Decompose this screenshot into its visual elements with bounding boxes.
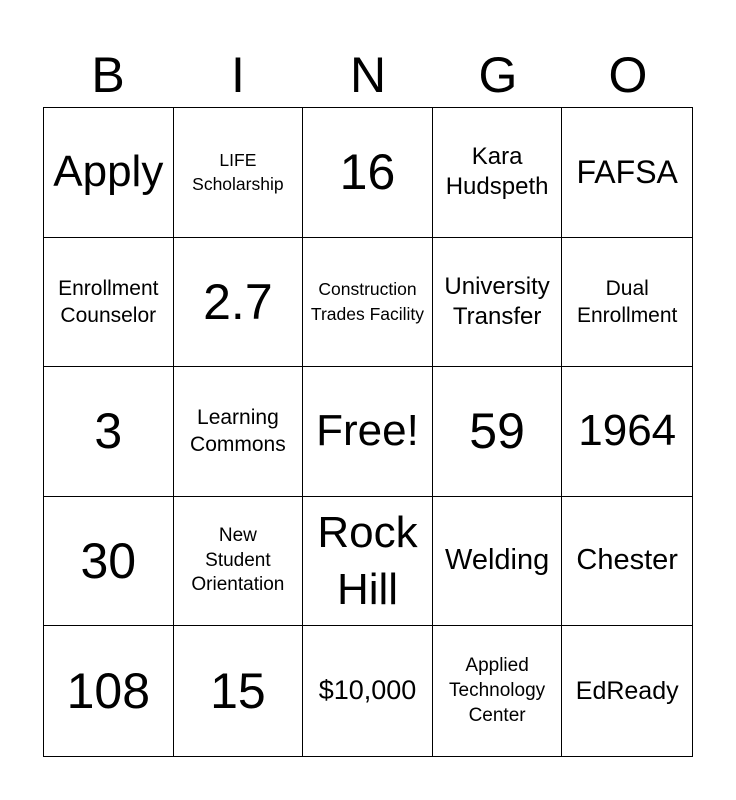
header-letter-o: O [608,47,648,103]
cell-text: Free! [316,406,419,456]
bingo-cell-b5[interactable] [44,626,174,756]
bingo-cell-b3[interactable] [44,367,174,497]
bingo-cell-n3[interactable] [303,367,433,497]
bingo-cell-i2[interactable] [174,238,304,368]
cell-text: Chester [576,544,678,577]
cell-text: 30 [80,532,137,589]
bingo-cell-g4[interactable] [433,497,563,627]
cell-text: Welding [444,544,550,577]
bingo-cell-n1[interactable] [303,108,433,238]
cell-text: 1964 [578,406,677,456]
bingo-cell-n4[interactable] [303,497,433,627]
cell-text: New Student Orientation [191,525,285,596]
cell-text: $10,000 [318,675,417,706]
cell-text: 3 [94,403,123,460]
bingo-cell-g5[interactable] [433,626,563,756]
bingo-cell-b4[interactable] [44,497,174,627]
cell-text: Kara Hudspeth [445,143,549,201]
bingo-cell-o4[interactable] [562,497,692,627]
header-letter-g: G [478,47,518,103]
bingo-cell-g2[interactable] [433,238,563,368]
header-letter-b: B [91,47,125,103]
bingo-cell-o5[interactable] [562,626,692,756]
bingo-cell-b2[interactable] [44,238,174,368]
cell-text: 2.7 [203,273,273,330]
bingo-cell-i4[interactable] [174,497,304,627]
bingo-cell-o3[interactable] [562,367,692,497]
bingo-board [43,107,693,757]
bingo-cell-n2[interactable] [303,238,433,368]
cell-text: Enrollment Counselor [58,276,159,327]
cell-text: Dual Enrollment [577,276,678,327]
cell-text: Apply [53,147,164,197]
cell-text: University Transfer [444,272,550,330]
bingo-cell-o1[interactable] [562,108,692,238]
bingo-cell-g1[interactable] [433,108,563,238]
header-letter-n: N [349,47,387,103]
bingo-cell-b1[interactable] [44,108,174,238]
bingo-cell-i5[interactable] [174,626,304,756]
cell-text: 59 [469,403,525,460]
cell-text: Learning Commons [190,406,286,457]
header-letter-i: I [231,47,245,103]
cell-text: Construction Trades Facility [310,279,425,324]
cell-text: 16 [339,144,396,201]
cell-text: 108 [66,662,151,719]
bingo-cell-n5[interactable] [303,626,433,756]
bingo-cell-i1[interactable] [174,108,304,238]
cell-text: 15 [210,662,266,719]
cell-text: Applied Technology Center [449,655,546,726]
bingo-header [43,45,693,105]
cell-text: Rock Hill [317,507,418,615]
cell-text: EdReady [575,676,679,705]
bingo-cell-g3[interactable] [433,367,563,497]
cell-text: FAFSA [576,153,678,190]
cell-text: LIFE Scholarship [192,149,284,195]
bingo-cell-o2[interactable] [562,238,692,368]
bingo-cell-i3[interactable] [174,367,304,497]
